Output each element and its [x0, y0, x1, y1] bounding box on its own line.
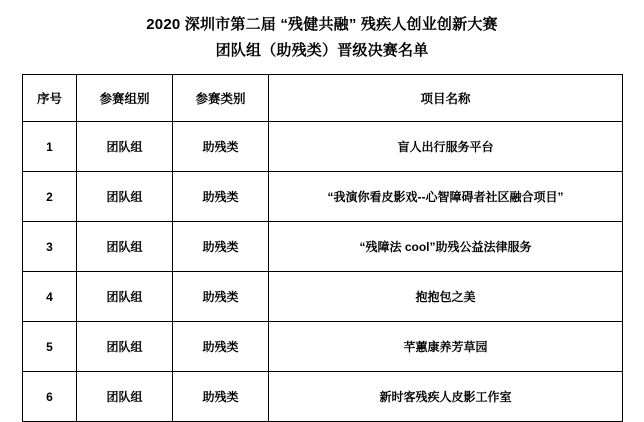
- cell-seq: 2: [23, 172, 77, 222]
- table-row: [23, 272, 623, 322]
- cell-group: 团队组: [77, 222, 173, 272]
- cell-category: 助残类: [173, 122, 269, 172]
- cell-category: 助残类: [173, 222, 269, 272]
- document-title: [0, 0, 644, 64]
- cell-seq: 5: [23, 322, 77, 372]
- column-header-project: 项目名称: [269, 75, 623, 122]
- cell-seq: 3: [23, 222, 77, 272]
- table-row: [23, 372, 623, 422]
- title-line-2: 团队组（助残类）晋级决赛名单: [215, 42, 429, 59]
- column-header-seq: 序号: [23, 75, 77, 122]
- column-header-group: 参赛组别: [77, 75, 173, 122]
- cell-category: 助残类: [173, 322, 269, 372]
- cell-seq: 1: [23, 122, 77, 172]
- cell-group: 团队组: [77, 122, 173, 172]
- column-header-category: 参赛类别: [173, 75, 269, 122]
- cell-category: 助残类: [173, 272, 269, 322]
- cell-category: 助残类: [173, 372, 269, 422]
- table-row: [23, 322, 623, 372]
- cell-project: 新时客残疾人皮影工作室: [269, 372, 623, 422]
- cell-project: “残障法 cool”助残公益法律服务: [269, 222, 623, 272]
- finalists-table: [22, 74, 623, 422]
- cell-group: 团队组: [77, 172, 173, 222]
- cell-group: 团队组: [77, 272, 173, 322]
- title-line-1: 2020 深圳市第二届 “残健共融” 残疾人创业创新大赛: [146, 16, 498, 33]
- table-row: [23, 122, 623, 172]
- table-row: [23, 172, 623, 222]
- cell-project: 盲人出行服务平台: [269, 122, 623, 172]
- table-header-row: [23, 75, 623, 122]
- cell-project: “我演你看皮影戏--心智障碍者社区融合项目”: [269, 172, 623, 222]
- cell-group: 团队组: [77, 322, 173, 372]
- table-row: [23, 222, 623, 272]
- finalists-table-wrapper: [22, 74, 622, 422]
- cell-category: 助残类: [173, 172, 269, 222]
- cell-seq: 6: [23, 372, 77, 422]
- cell-project: 芊蕙康养芳草园: [269, 322, 623, 372]
- cell-group: 团队组: [77, 372, 173, 422]
- cell-seq: 4: [23, 272, 77, 322]
- cell-project: 抱抱包之美: [269, 272, 623, 322]
